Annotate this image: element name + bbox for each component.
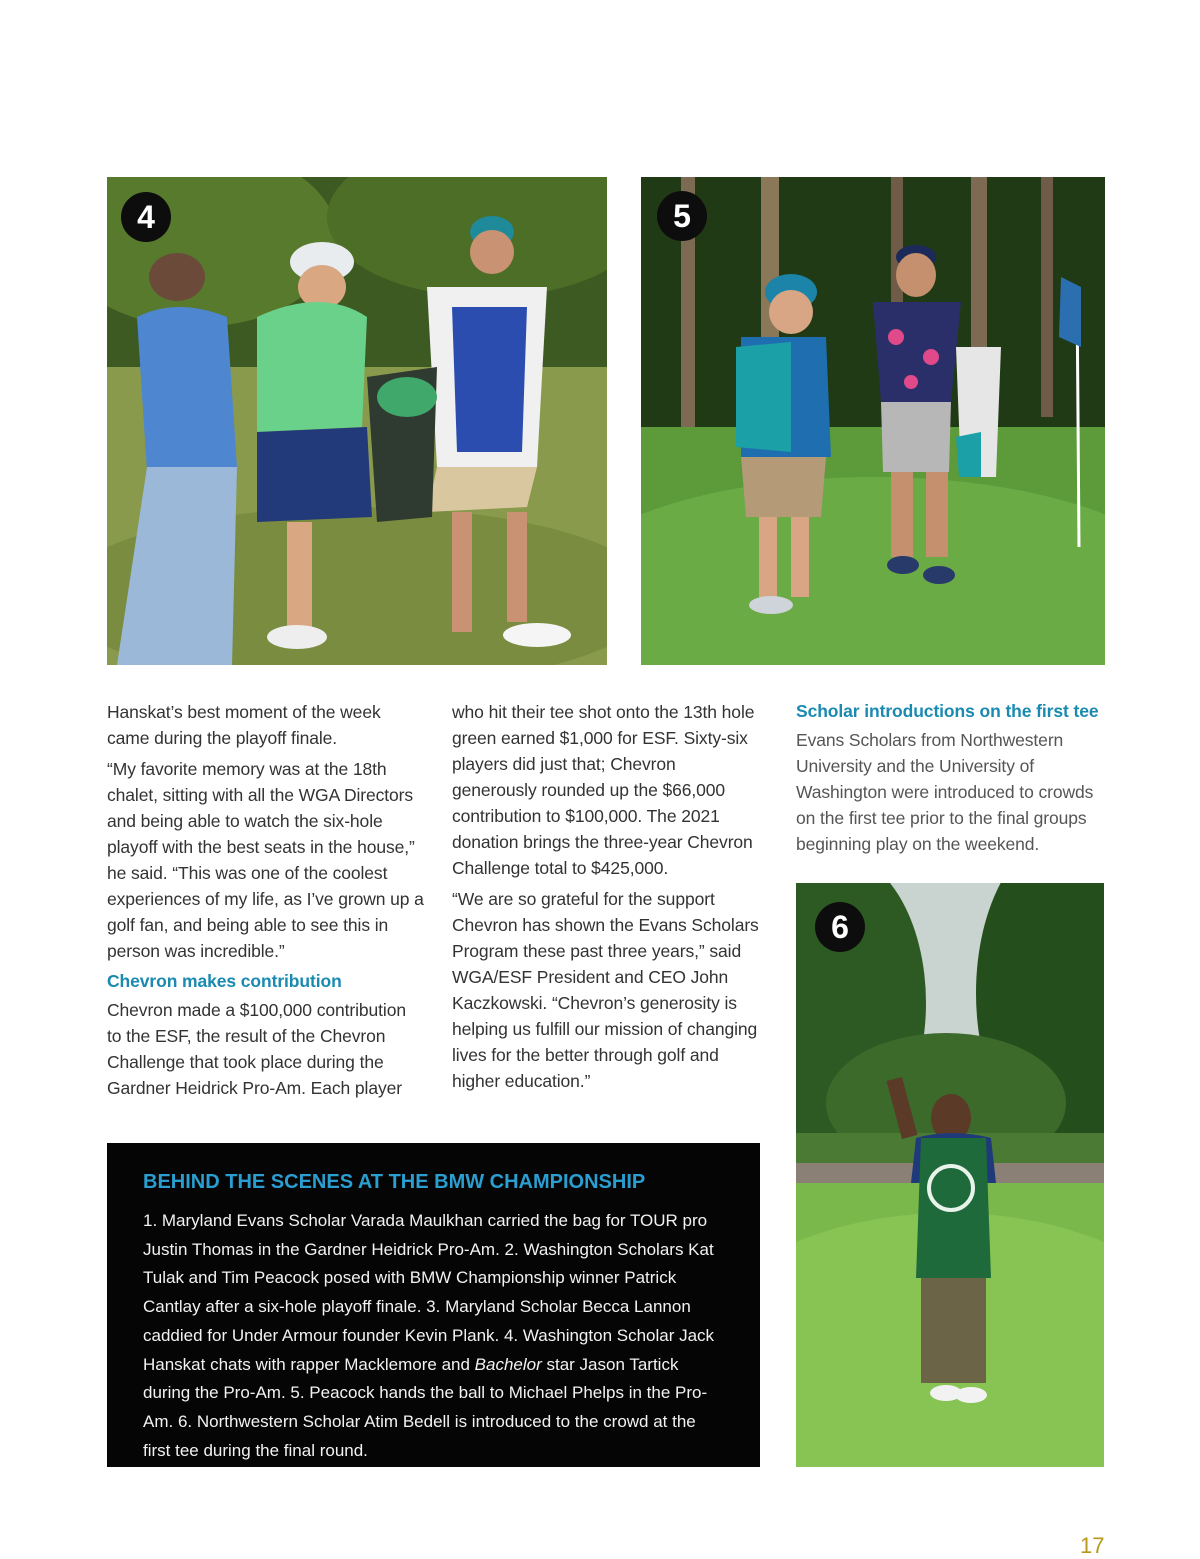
col1-paragraph-3: Chevron made a $100,000 contribution to the ESF, the result of the Chevron Challenge that took place during the Gardner Heidrick Pro-Am. Each player	[107, 1000, 406, 1098]
photo-6	[796, 883, 1104, 1467]
behind-the-scenes-text	[143, 1207, 724, 1465]
col1-paragraph-1: Hanskat’s best moment of the week came during the playoff finale.	[107, 702, 381, 748]
behind-the-scenes-title: BEHIND THE SCENES AT THE BMW CHAMPIONSHIP	[143, 1171, 646, 1193]
scene-text-part-1: 1. Maryland Evans Scholar Varada Maulkhan carried the bag for TOUR pro Justin Thomas in the Gardner Heidrick Pro-Am. 2. Washington Scholars Kat Tulak and Tim Peacock posed with BMW Championship winner Patrick Cantlay after a six-hole playoff finale. 3. Maryland Scholar Becca Lannon caddied for Under Armour founder Kevin Plank. 4. Washington Scholar Jack Hanskat chats with rapper Macklemore and	[143, 1211, 715, 1374]
photo-5-badge: 5	[657, 191, 707, 241]
scene-text-italic: Bachelor	[474, 1354, 542, 1374]
col2-paragraph-1: who hit their tee shot onto the 13th hole green earned $1,000 for ESF. Sixty-six players did just that; Chevron generously rounded up the $66,000 contribution to $100,000. The 2021 donation brings the three-year Chevron Challenge total to $425,000.	[452, 702, 755, 878]
column-3	[796, 699, 1106, 862]
chevron-subhead: Chevron makes contribution	[107, 971, 342, 991]
scene-text-part-2: star Jason Tartick during the Pro-Am. 5. Peacock hands the ball to Michael Phelps in the Pro-Am. 6. Northwestern Scholar Atim Bedell is introduced to the crowd at the first tee during the final round.	[143, 1354, 708, 1460]
column-1	[107, 699, 425, 1106]
scholar-intro-subhead: Scholar introductions on the first tee	[796, 701, 1099, 721]
photo-5	[641, 177, 1105, 665]
col2-paragraph-2: “We are so grateful for the support Chevron has shown the Evans Scholars Program these past three years,” said WGA/ESF President and CEO John Kaczkowski. “Chevron’s generosity is helping us fulfill our mission of changing lives for the better through golf and higher education.”	[452, 889, 759, 1091]
column-2	[452, 699, 762, 1099]
page-number: 17	[1080, 1533, 1105, 1558]
col1-paragraph-2: “My favorite memory was at the 18th chalet, sitting with all the WGA Directors and being able to watch the six-hole playoff with the best seats in the house,” he said. “This was one of the coolest experiences of my life, as I’ve grown up a golf fan, and being able to see this in person was incredible.”	[107, 759, 424, 961]
behind-the-scenes-box	[107, 1143, 760, 1467]
photo-4-badge: 4	[121, 192, 171, 242]
col3-paragraph-1: Evans Scholars from Northwestern University and the University of Washington were introduced to crowds on the first tee prior to the final groups beginning play on the weekend.	[796, 730, 1094, 854]
photo-4	[107, 177, 607, 665]
photo-6-badge: 6	[815, 902, 865, 952]
